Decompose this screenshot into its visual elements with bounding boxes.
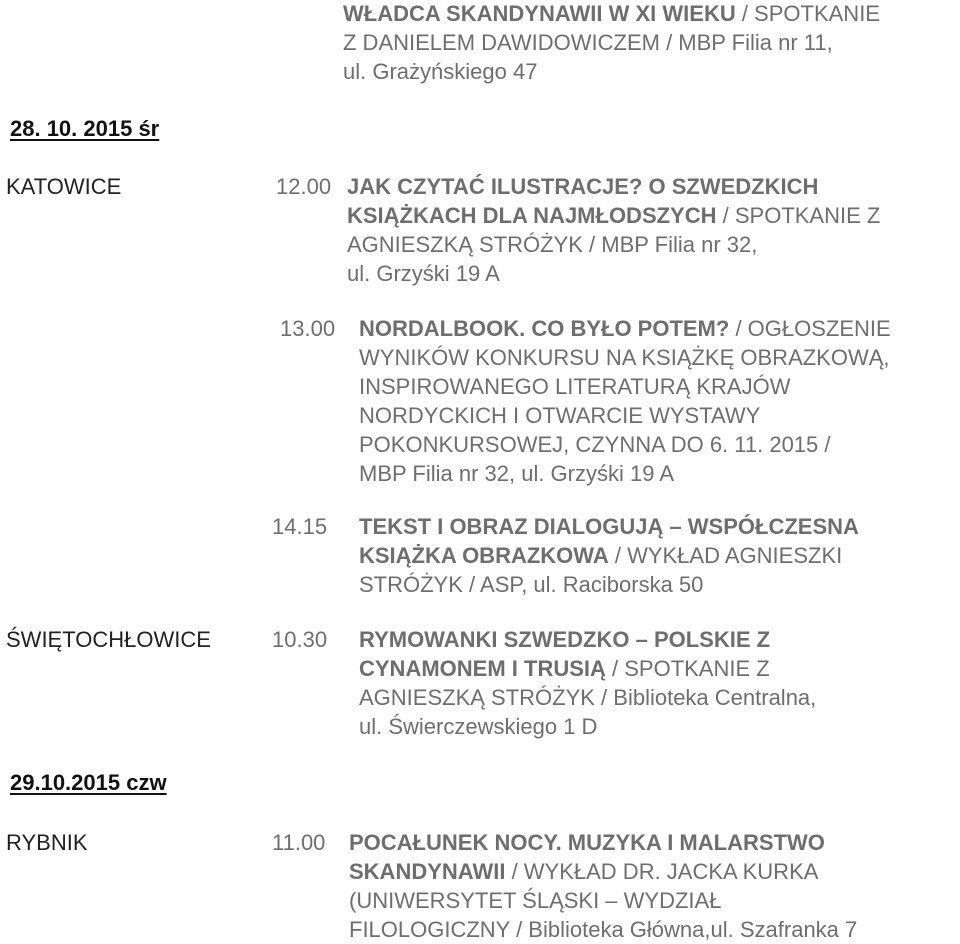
- event-detail-text: / OGŁOSZENIE: [729, 316, 891, 341]
- event-line: [359, 430, 891, 459]
- event-description: [359, 625, 816, 741]
- event-detail-text: INSPIROWANEGO LITERATURĄ KRAJÓW: [359, 374, 791, 399]
- event-time: 10.30: [272, 627, 328, 652]
- event-title-text: RYMOWANKI SZWEDZKO – POLSKIE Z: [359, 627, 771, 652]
- event-line: [343, 57, 880, 86]
- date-heading: 28. 10. 2015 śr: [10, 116, 160, 141]
- event-line: [359, 459, 891, 488]
- event-detail-text: / SPOTKANIE Z: [605, 656, 770, 681]
- event-line: [347, 172, 880, 201]
- event-time: 12.00: [276, 174, 332, 199]
- event-detail-text: WYNIKÓW KONKURSU NA KSIĄŻKĘ OBRAZKOWĄ,: [359, 345, 890, 370]
- event-line: [359, 654, 816, 683]
- event-detail-text: / SPOTKANIE Z: [716, 203, 881, 228]
- event-detail-text: ul. Grażyńskiego 47: [343, 59, 538, 84]
- event-detail-text: / WYKŁAD DR. JACKA KURKA: [505, 859, 819, 884]
- event-line: [347, 230, 880, 259]
- event-detail-text: / SPOTKANIE: [735, 1, 880, 26]
- event-line: [359, 372, 891, 401]
- event-description: [359, 314, 891, 488]
- event-line: [343, 0, 880, 28]
- event-detail-text: FILOLOGICZNY / Biblioteka Główna,ul. Szafranka 7: [349, 917, 858, 942]
- event-detail-text: MBP Filia nr 32, ul. Grzyśki 19 A: [359, 461, 675, 486]
- event-title-text: NORDALBOOK. CO BYŁO POTEM?: [359, 316, 730, 341]
- event-line: [359, 683, 816, 712]
- event-detail-text: AGNIESZKĄ STRÓŻYK / Biblioteka Centralna,: [359, 685, 817, 710]
- event-detail-text: NORDYCKICH I OTWARCIE WYSTAWY: [359, 403, 761, 428]
- city-label: RYBNIK: [6, 830, 88, 855]
- event-line: [359, 314, 891, 343]
- event-line: [359, 712, 816, 741]
- event-line: [343, 28, 880, 57]
- event-detail-text: AGNIESZKĄ STRÓŻYK / MBP Filia nr 32,: [347, 232, 758, 257]
- event-title-text: SKANDYNAWII: [349, 859, 506, 884]
- event-line: [349, 828, 857, 857]
- event-line: [347, 201, 880, 230]
- event-description: [343, 0, 880, 86]
- event-detail-text: Z DANIELEM DAWIDOWICZEM / MBP Filia nr 11,: [343, 30, 833, 55]
- event-time: 13.00: [280, 316, 336, 341]
- event-description: [359, 512, 859, 599]
- event-time: 11.00: [272, 830, 326, 855]
- event-title-text: JAK CZYTAĆ ILUSTRACJE? O SZWEDZKICH: [347, 174, 819, 199]
- event-title-text: POCAŁUNEK NOCY. MUZYKA I MALARSTWO: [349, 830, 825, 855]
- event-title-text: CYNAMONEM I TRUSIĄ: [359, 656, 606, 681]
- event-title-text: TEKST I OBRAZ DIALOGUJĄ – WSPÓŁCZESNA: [359, 514, 859, 539]
- city-label: KATOWICE: [6, 174, 122, 199]
- event-line: [359, 570, 859, 599]
- event-title-text: KSIĄŻKACH DLA NAJMŁODSZYCH: [347, 203, 717, 228]
- date-heading: 29.10.2015 czw: [10, 770, 167, 795]
- event-line: [359, 625, 816, 654]
- event-line: [359, 512, 859, 541]
- city-label: ŚWIĘTOCHŁOWICE: [6, 627, 211, 652]
- event-description: [347, 172, 880, 288]
- event-time: 14.15: [272, 514, 328, 539]
- event-line: [359, 401, 891, 430]
- event-detail-text: POKONKURSOWEJ, CZYNNA DO 6. 11. 2015 /: [359, 432, 831, 457]
- event-detail-text: / WYKŁAD AGNIESZKI: [608, 543, 843, 568]
- event-title-text: KSIĄŻKA OBRAZKOWA: [359, 543, 609, 568]
- event-line: [349, 857, 857, 886]
- event-title-text: WŁADCA SKANDYNAWII W XI WIEKU: [343, 1, 736, 26]
- event-line: [349, 886, 857, 915]
- event-detail-text: STRÓŻYK / ASP, ul. Raciborska 50: [359, 572, 704, 597]
- event-description: [349, 828, 857, 944]
- event-detail-text: ul. Grzyśki 19 A: [347, 261, 500, 286]
- event-detail-text: (UNIWERSYTET ŚLĄSKI – WYDZIAŁ: [349, 888, 722, 913]
- event-line: [359, 541, 859, 570]
- event-line: [359, 343, 891, 372]
- event-line: [347, 259, 880, 288]
- event-line: [349, 915, 857, 944]
- event-detail-text: ul. Świerczewskiego 1 D: [359, 714, 598, 739]
